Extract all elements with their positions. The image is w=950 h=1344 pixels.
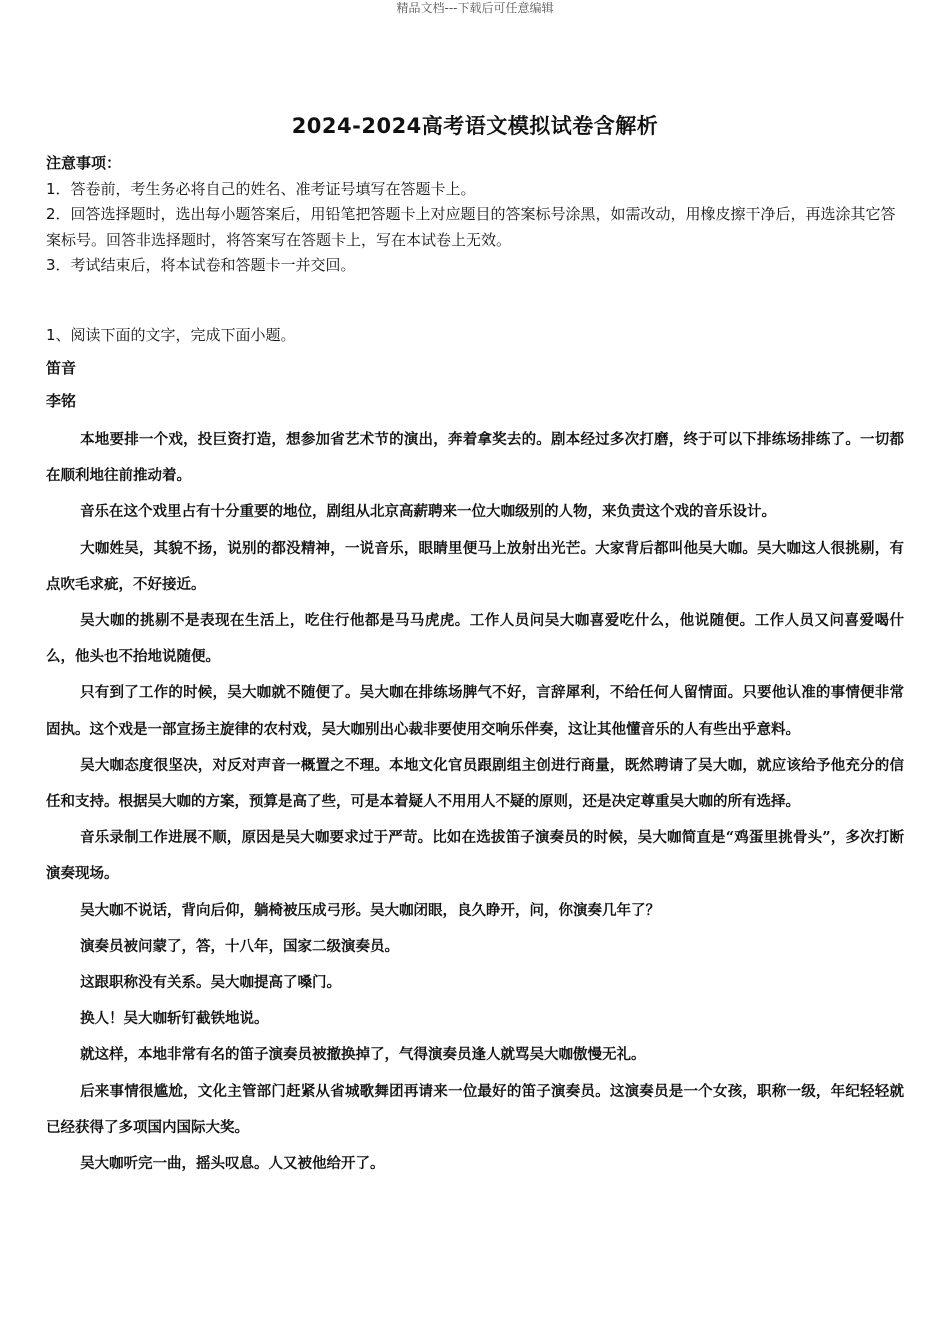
story-paragraph: 音乐在这个戏里占有十分重要的地位，剧组从北京高薪聘来一位大咖级别的人物，来负责这个戏的音乐设计。	[80, 503, 777, 521]
story-paragraph: 只有到了工作的时候，吴大咖就不随便了。吴大咖在排练场脾气不好，言辞犀利，不给任何人留情面。只要他认准的事情便非常固执。这个戏是一部宣扬主旋律的农村戏，吴大咖别出心裁非要使用交响乐伴奏，这让其他懂音乐的人有些出乎意料。	[46, 684, 904, 738]
story-paragraph: 这跟职称没有关系。吴大咖提高了嗓门。	[80, 974, 342, 992]
question-prompt: 1、阅读下面的文字，完成下面小题。	[46, 326, 296, 344]
notice-item: 3．考试结束后，将本试卷和答题卡一并交回。	[46, 256, 356, 274]
story-body	[46, 422, 904, 1182]
notice-section	[46, 151, 904, 279]
story-paragraph: 音乐录制工作进展不顺，原因是吴大咖要求过于严苛。比如在选拔笛子演奏员的时候，吴大咖简直是“鸡蛋里挑骨头”，多次打断演奏现场。	[46, 829, 904, 883]
story-paragraph: 吴大咖的挑剔不是表现在生活上，吃住行他都是马马虎虎。工作人员问吴大咖喜爱吃什么，他说随便。工作人员又问喜爱喝什么，他头也不抬地说随便。	[46, 612, 904, 666]
story-paragraph: 大咖姓吴，其貌不扬，说别的都没精神，一说音乐，眼睛里便马上放射出光芒。大家背后都叫他吴大咖。吴大咖这人很挑剔，有点吹毛求疵，不好接近。	[46, 539, 904, 593]
story-paragraph: 吴大咖听完一曲，摇头叹息。人又被他给开了。	[80, 1155, 385, 1173]
story-paragraph: 吴大咖态度很坚决，对反对声音一概置之不理。本地文化官员跟剧组主创进行商量，既然聘请了吴大咖，就应该给予他充分的信任和支持。根据吴大咖的方案，预算是高了些，可是本着疑人不用用人不疑的原则，还是决定尊重吴大咖的所有选择。	[46, 756, 904, 811]
story-paragraph: 换人！吴大咖斩钉截铁地说。	[80, 1010, 269, 1028]
notice-heading: 注意事项：	[46, 154, 122, 172]
header-note: 精品文档---下载后可任意编辑	[396, 1, 554, 15]
story-paragraph: 后来事情很尴尬，文化主管部门赶紧从省城歌舞团再请来一位最好的笛子演奏员。这演奏员是一个女孩，职称一级，年纪轻轻就已经获得了多项国内国际大奖。	[46, 1082, 904, 1136]
story-paragraph: 本地要排一个戏，投巨资打造，想参加省艺术节的演出，奔着拿奖去的。剧本经过多次打磨，终于可以下排练场排练了。一切都在顺利地往前推动着。	[46, 431, 904, 485]
notice-item: 1．答卷前，考生务必将自己的姓名、准考证号填写在答题卡上。	[46, 179, 476, 198]
story-paragraph: 吴大咖不说话，背向后仰，躺椅被压成弓形。吴大咖闭眼，良久睁开，问，你演奏几年了？	[80, 901, 661, 919]
story-paragraph: 演奏员被问蒙了，答，十八年，国家二级演奏员。	[80, 937, 400, 955]
story-author: 李铭	[46, 392, 77, 410]
story-title: 笛音	[46, 359, 77, 377]
page-title: 2024-2024高考语文模拟试卷含解析	[291, 114, 659, 138]
story-paragraph: 就这样，本地非常有名的笛子演奏员被撤换掉了，气得演奏员逢人就骂吴大咖傲慢无礼。	[80, 1046, 646, 1064]
notice-item: 2．回答选择题时，选出每小题答案后，用铅笔把答题卡上对应题目的答案标号涂黑，如需改动，用橡皮擦干净后，再选涂其它答案标号。回答非选择题时，将答案写在答题卡上，写在本试卷上无效。	[46, 205, 896, 249]
